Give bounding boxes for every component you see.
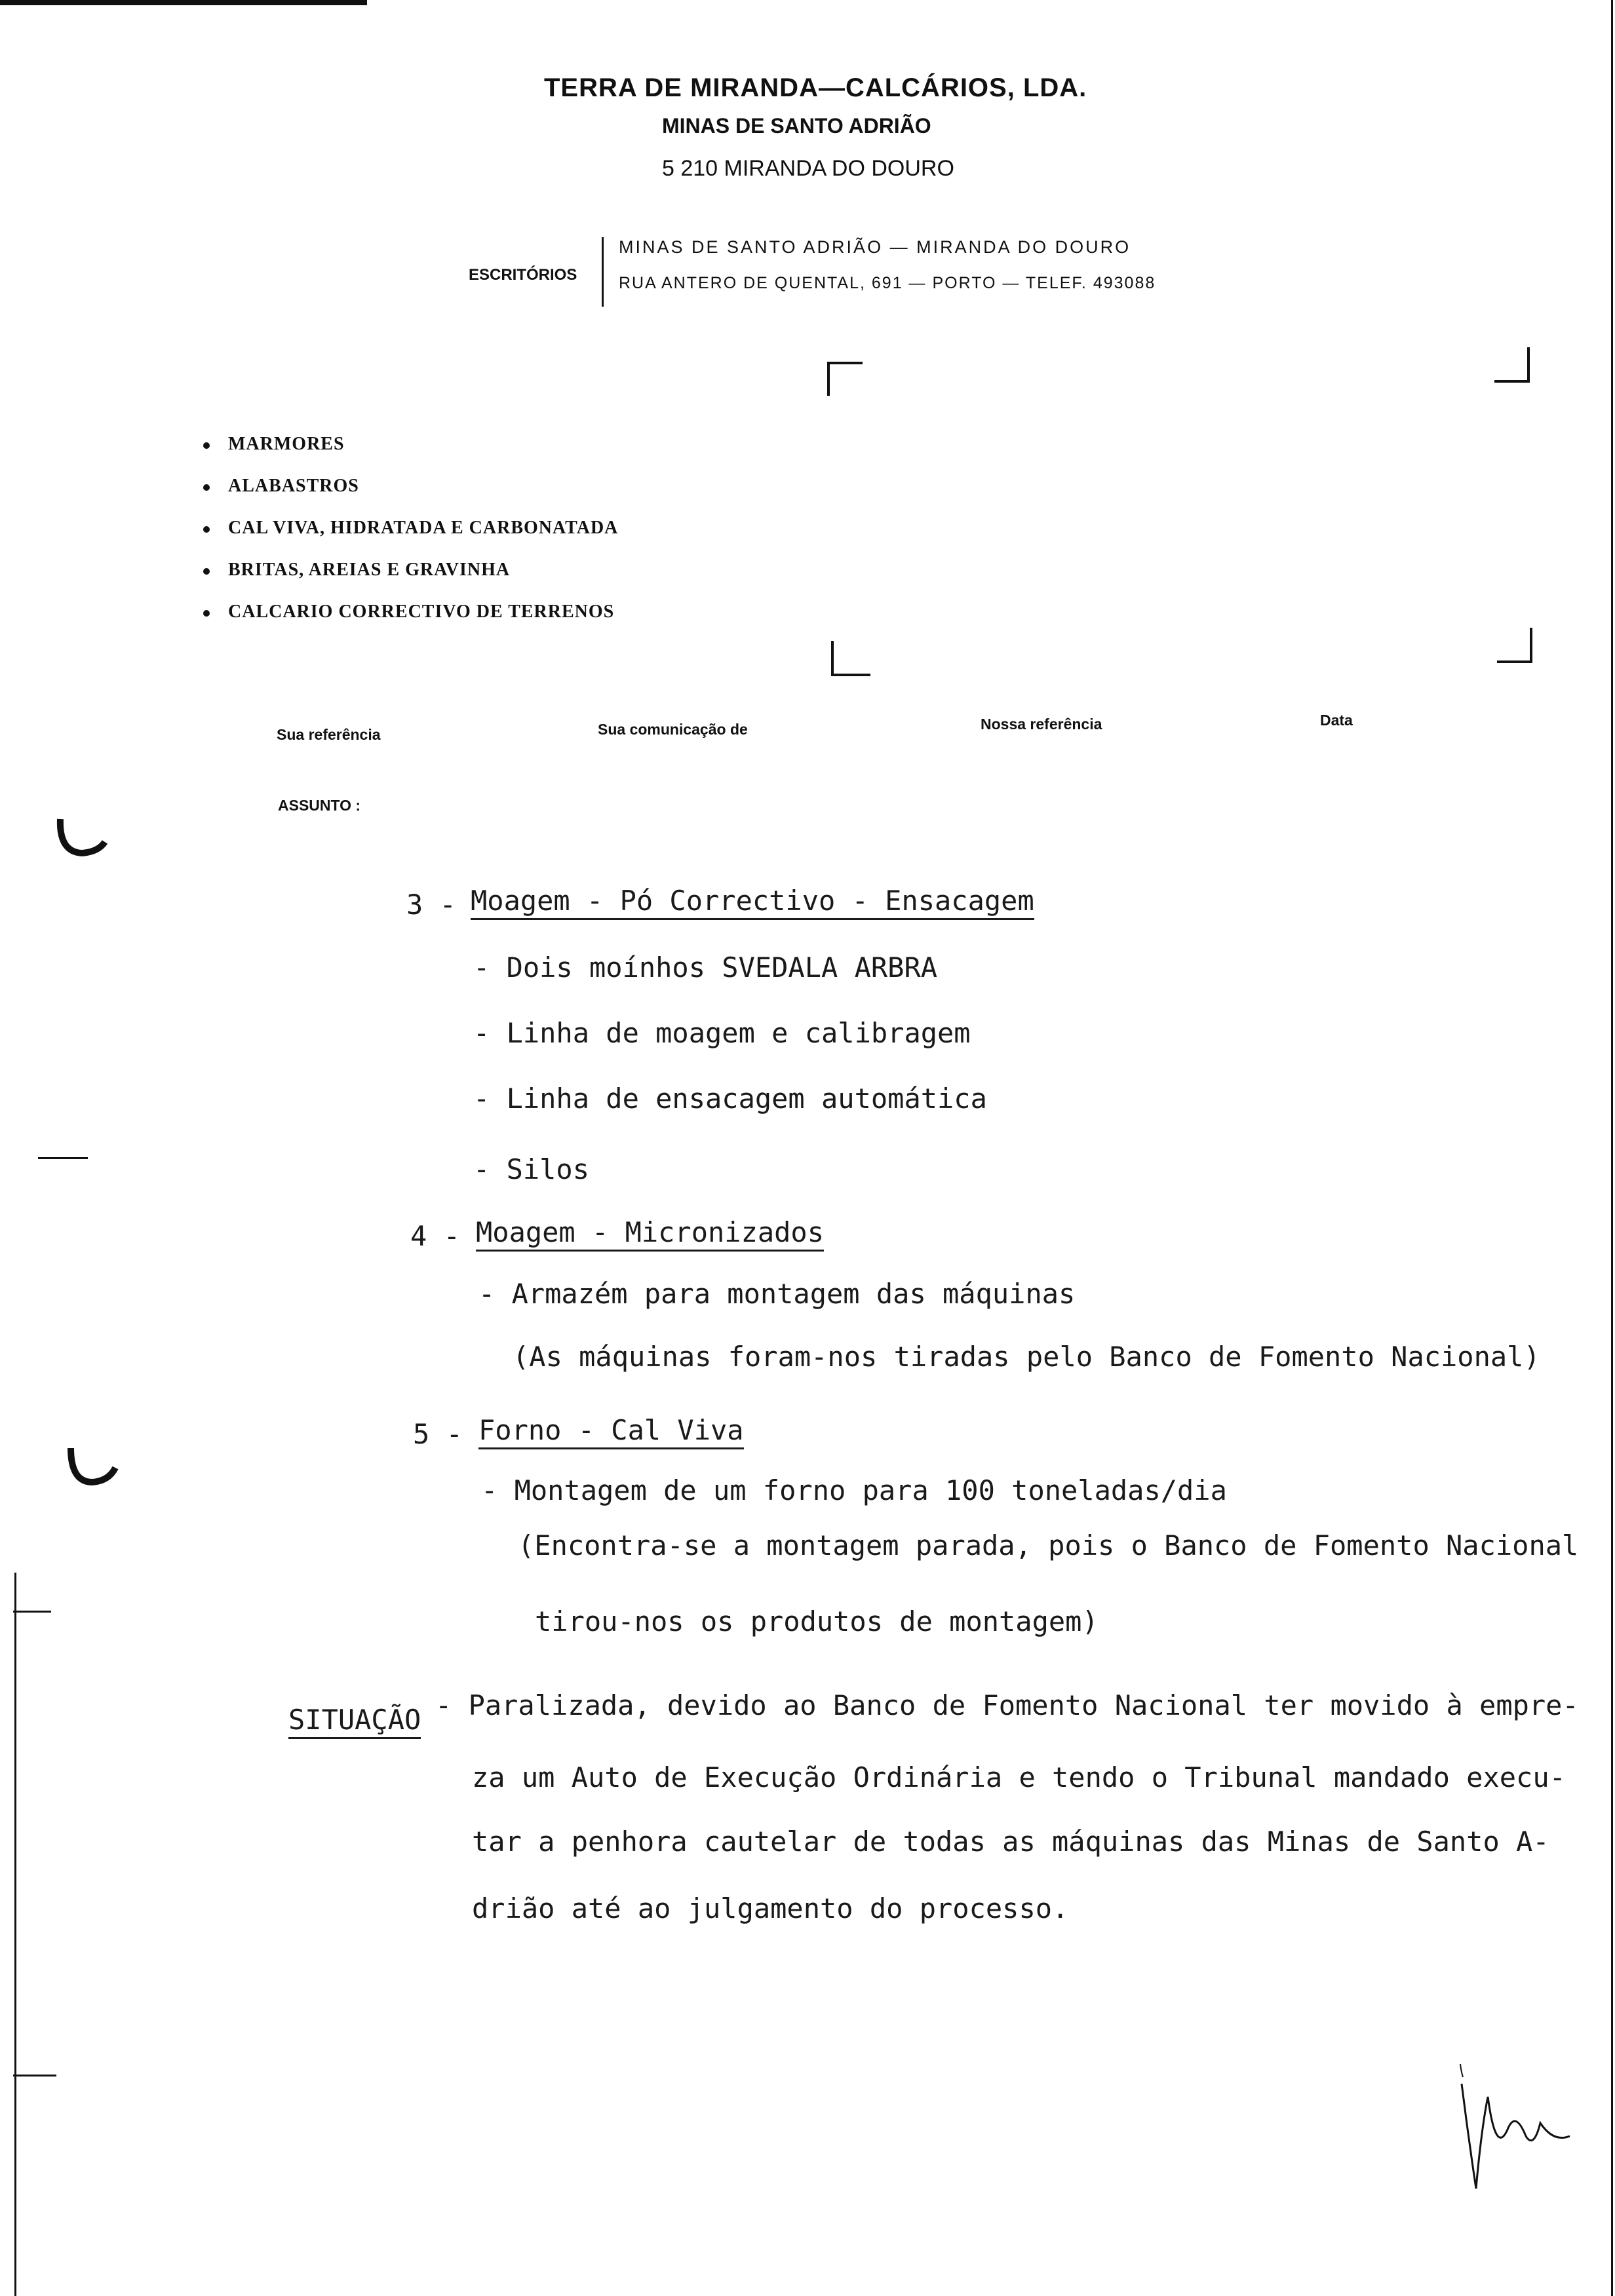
subject-label: ASSUNTO : [278,797,361,814]
our-reference-label: Nossa referência [981,716,1102,733]
section-4-number: 4 - [410,1220,460,1252]
punch-hole-mark [52,813,111,865]
product-list [203,434,618,643]
offices-label: ESCRITÓRIOS [469,266,577,284]
offices-divider [602,237,604,307]
bullet-icon [203,526,210,533]
bullet-icon [203,484,210,491]
situation-label: SITUAÇÃO [288,1704,421,1739]
product-item: BRITAS, AREIAS E GRAVINHA [203,560,618,602]
section-5-note: tirou-nos os produtos de montagem) [535,1605,1099,1637]
bullet-icon [203,610,210,617]
product-item: MARMORES [203,434,618,476]
fold-mark [38,1157,88,1159]
section-3-item: - Dois moínhos SVEDALA ARBRA [473,951,938,984]
bullet-icon [203,442,210,449]
section-3-number: 3 - [406,889,456,921]
fold-mark [13,1611,51,1613]
mine-name: MINAS DE SANTO ADRIÃO [662,114,931,138]
bullet-icon [203,568,210,575]
page-edge-line [14,1573,16,2296]
your-reference-label: Sua referência [277,726,381,743]
product-item: CALCARIO CORRECTIVO DE TERRENOS [203,602,618,643]
postal-address: 5 210 MIRANDA DO DOURO [662,156,954,181]
section-5-note: (Encontra-se a montagem parada, pois o Banco de Fomento Nacional [518,1529,1579,1561]
your-communication-label: Sua comunicação de [598,721,748,738]
section-3-title: Moagem - Pó Correctivo - Ensacagem [471,885,1034,920]
office-address-2: RUA ANTERO DE QUENTAL, 691 — PORTO — TELEF. 493088 [619,274,1156,292]
window-corner-bottom-right [1497,628,1532,663]
situation-text-line: drião até ao julgamento do processo. [472,1892,1069,1924]
page-edge-line [1611,0,1613,2296]
situation-text-line: - Paralizada, devido ao Banco de Fomento Nacional ter movido à empre- [435,1689,1579,1721]
punch-hole-mark [63,1442,122,1494]
section-5-item: - Montagem de um forno para 100 toneladas/dia [481,1474,1227,1506]
window-corner-bottom-left [831,641,870,676]
window-corner-top-left [827,362,863,396]
company-name: TERRA DE MIRANDA—CALCÁRIOS, LDA. [544,73,1087,102]
section-3-item: - Silos [473,1153,590,1185]
date-label: Data [1320,712,1353,729]
section-5-title: Forno - Cal Viva [478,1414,744,1449]
fold-mark [13,2075,56,2076]
scan-edge-line [0,0,367,5]
office-address-1: MINAS DE SANTO ADRIÃO — MIRANDA DO DOURO [619,237,1131,257]
window-corner-top-right [1494,347,1530,383]
situation-text-line: za um Auto de Execução Ordinária e tendo o Tribunal mandado execu- [472,1761,1566,1793]
product-item: ALABASTROS [203,476,618,518]
section-3-item: - Linha de ensacagem automática [473,1082,987,1115]
situation-text-line: tar a penhora cautelar de todas as máquinas das Minas de Santo A- [472,1826,1549,1858]
handwritten-initials [1455,2057,1586,2221]
section-4-item: - Armazém para montagem das máquinas [478,1278,1076,1310]
section-3-item: - Linha de moagem e calibragem [473,1017,971,1049]
product-item: CAL VIVA, HIDRATADA E CARBONATADA [203,518,618,560]
section-4-title: Moagem - Micronizados [476,1216,824,1252]
section-5-number: 5 - [413,1418,463,1450]
section-4-note: (As máquinas foram-nos tiradas pelo Banco de Fomento Nacional) [513,1341,1540,1373]
